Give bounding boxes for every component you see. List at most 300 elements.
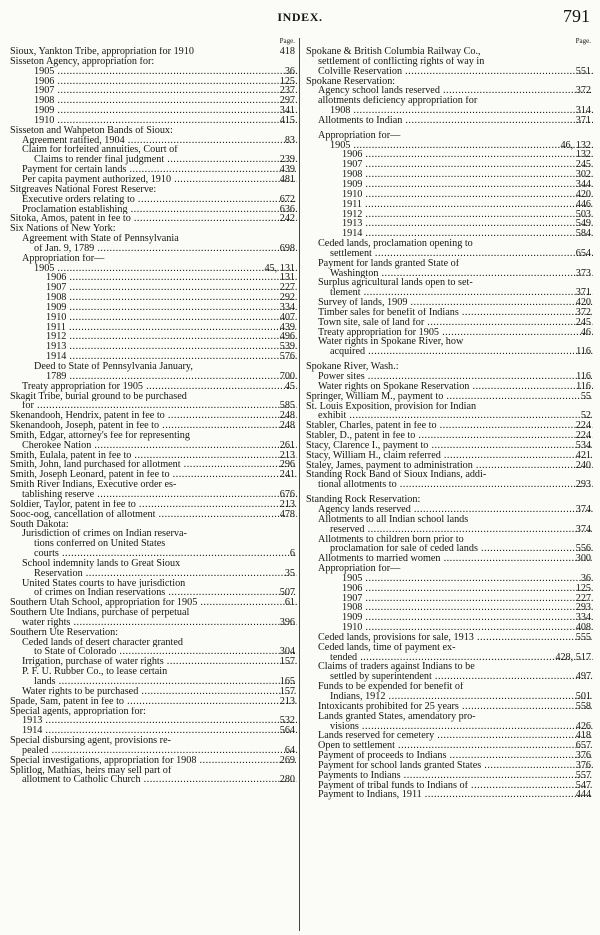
entry-text: Per capita payment authorized, 1910 ..... xyxy=(22,175,297,185)
index-entry xyxy=(10,234,297,244)
entry-text: Payment of proceeds to Indians ..... xyxy=(318,751,593,761)
index-entry xyxy=(306,480,593,490)
index-entry xyxy=(306,731,593,741)
entry-text: Stabler, D., patent in fee to ..... xyxy=(306,431,593,441)
index-entry xyxy=(10,411,297,421)
index-entry xyxy=(306,643,593,653)
entry-page: 45, 131 xyxy=(264,263,295,274)
index-entry xyxy=(306,392,593,402)
entry-page: 376 xyxy=(575,751,591,761)
index-column-left xyxy=(10,38,297,785)
index-entry xyxy=(306,249,593,259)
entry-page: 418 xyxy=(575,731,591,742)
entry-text: 1912 ..... xyxy=(46,332,297,342)
entry-page: 241 xyxy=(279,470,295,481)
entry-text: Appropriation for— xyxy=(318,130,401,141)
entry-text: Spokane River, Wash.: xyxy=(306,362,399,372)
entry-page: 131 xyxy=(279,273,295,284)
index-entry xyxy=(10,342,297,352)
entry-text: Smith River Indians, Executive order es- xyxy=(10,480,177,490)
index-entry xyxy=(306,298,593,308)
entry-text: Agreement ratified, 1904 ..... xyxy=(22,136,297,146)
entry-page: 446 xyxy=(575,199,591,210)
entry-text: Smith, Joseph Leonard, patent in fee to ..... xyxy=(10,470,297,480)
index-entry xyxy=(10,293,297,303)
entry-text: Irrigation, purchase of water rights ..... xyxy=(22,657,297,667)
entry-text: Sitgreaves National Forest Reserve: xyxy=(10,184,157,195)
entry-text: reserved ..... xyxy=(330,525,593,535)
entry-text: Agency school lands reserved ..... xyxy=(318,86,593,96)
index-entry xyxy=(306,603,593,613)
entry-text: Allotments to all Indian school lands xyxy=(318,514,469,525)
index-entry xyxy=(306,594,593,604)
entry-text: 1909 ..... xyxy=(342,613,593,623)
entry-text: Surplus agricultural lands open to set- xyxy=(318,278,473,289)
index-entry xyxy=(10,47,297,57)
entry-page: 334 xyxy=(279,302,295,313)
index-entry xyxy=(10,185,297,195)
index-entry xyxy=(306,131,593,141)
index-entry xyxy=(306,200,593,210)
entry-text: Ceded lands of desert character granted xyxy=(22,637,183,648)
entry-page: 481 xyxy=(279,174,295,185)
entry-text: tablishing reserve ..... xyxy=(22,490,297,500)
index-entry xyxy=(10,145,297,155)
index-entry xyxy=(10,126,297,136)
entry-text: 1914 ..... xyxy=(342,229,593,239)
index-entry xyxy=(306,781,593,791)
entry-page: 269 xyxy=(279,755,295,766)
index-entry xyxy=(306,67,593,77)
index-entry xyxy=(10,746,297,756)
entry-page: 213 xyxy=(279,450,295,461)
entry-page: 6 xyxy=(289,549,295,559)
entry-page: 261 xyxy=(279,440,295,451)
entry-page: 314 xyxy=(575,106,591,116)
index-entry xyxy=(306,150,593,160)
index-entry xyxy=(306,219,593,229)
index-entry xyxy=(10,116,297,126)
entry-page: 507 xyxy=(279,588,295,599)
entry-page: 341 xyxy=(279,106,295,116)
index-entry xyxy=(10,352,297,362)
index-entry xyxy=(10,775,297,785)
entry-text: tlement ..... xyxy=(330,288,593,298)
entry-text: 1912 ..... xyxy=(342,210,593,220)
entry-page: 676 xyxy=(279,489,295,500)
index-entry xyxy=(10,155,297,165)
entry-text: Appropriation for— xyxy=(22,253,105,264)
entry-text: Intoxicants prohibited for 25 years ..... xyxy=(318,702,593,712)
entry-text: 1905 ..... xyxy=(330,141,593,151)
entry-page: 415 xyxy=(279,115,295,126)
entry-text: Claims of traders against Indians to be xyxy=(318,662,475,673)
index-entry xyxy=(10,510,297,520)
index-entry xyxy=(306,574,593,584)
entry-page: 418 xyxy=(279,47,295,57)
index-entry xyxy=(306,470,593,480)
index-entry xyxy=(10,401,297,411)
index-entry xyxy=(10,244,297,254)
entry-text: United States courts to have jurisdiction xyxy=(22,578,186,589)
index-entry xyxy=(306,411,593,421)
entry-text: Agreement with State of Pennsylvania xyxy=(22,234,179,244)
entry-page: 55 xyxy=(580,391,591,402)
index-entry xyxy=(306,653,593,663)
entry-page: 293 xyxy=(575,603,591,614)
entry-text: lands ..... xyxy=(34,677,297,687)
entry-text: Cherokee Nation ..... xyxy=(22,441,297,451)
index-entry xyxy=(306,96,593,106)
entry-text: 1911 ..... xyxy=(342,200,593,210)
entry-page: 46, 132 xyxy=(560,140,591,151)
entry-page: 372 xyxy=(575,86,591,97)
index-entry xyxy=(306,771,593,781)
entry-page: 503 xyxy=(575,209,591,220)
entry-text: Power sites ..... xyxy=(318,372,593,382)
index-entry xyxy=(10,707,297,717)
running-header xyxy=(0,6,600,30)
entry-text: 1907 ..... xyxy=(46,283,297,293)
entry-text: 1911 ..... xyxy=(46,323,297,333)
entry-page: 428, 517 xyxy=(555,652,591,663)
index-entry xyxy=(10,638,297,648)
entry-page: 213 xyxy=(279,499,295,510)
entry-text: Special investigations, appropriation for 1908 ..... xyxy=(10,756,297,766)
entry-page: 245 xyxy=(575,160,591,171)
index-entry xyxy=(10,67,297,77)
entry-page: 439 xyxy=(279,165,295,175)
entry-page: 116 xyxy=(576,381,591,392)
entry-text: 1908 ..... xyxy=(342,603,593,613)
index-entry xyxy=(306,318,593,328)
index-entry xyxy=(10,726,297,736)
index-entry xyxy=(10,224,297,234)
entry-page: 698 xyxy=(279,243,295,254)
entry-text: Ceded lands, time of payment ex- xyxy=(318,642,456,653)
entry-page: 551 xyxy=(575,66,591,77)
entry-text: 1906 ..... xyxy=(46,273,297,283)
entry-page: 372 xyxy=(575,307,591,318)
entry-page: 636 xyxy=(279,204,295,215)
entry-text: Water rights on Spokane Reservation ..... xyxy=(318,382,593,392)
entry-text: Soldier, Taylor, patent in fee to ..... xyxy=(10,500,297,510)
entry-text: Ceded lands, proclamation opening to xyxy=(318,239,473,249)
entry-page: 52 xyxy=(580,411,591,422)
entry-page: 374 xyxy=(575,524,591,535)
entry-text: Stacy, William H., claim referred ..... xyxy=(306,451,593,461)
entry-text: Executive orders relating to ..... xyxy=(22,195,297,205)
column-divider xyxy=(299,38,300,931)
entry-text: Skenandooh, Joseph, patent in fee to ..... xyxy=(10,421,297,431)
index-entry xyxy=(10,195,297,205)
entry-text: settled by superintendent ..... xyxy=(330,672,593,682)
entry-text: Treaty appropriation for 1905 ..... xyxy=(22,382,297,392)
entry-text: Lands reserved for cemetery ..... xyxy=(318,731,593,741)
entry-text: 1914 ..... xyxy=(46,352,297,362)
entry-text: Southern Utah School, appropriation for 1905 ..... xyxy=(10,598,297,608)
index-entry xyxy=(306,229,593,239)
index-entry xyxy=(10,697,297,707)
entry-text: Water rights in Spokane River, how xyxy=(318,337,464,348)
index-entry xyxy=(306,308,593,318)
entry-text: 1913 ..... xyxy=(342,219,593,229)
entry-text: Sioux, Yankton Tribe, appropriation for 1910 xyxy=(10,47,194,57)
entry-page: 556 xyxy=(575,544,591,555)
index-entry xyxy=(10,657,297,667)
entry-text: Washington ..... xyxy=(330,269,593,279)
index-entry xyxy=(306,47,593,57)
index-entry xyxy=(10,165,297,175)
index-entry xyxy=(10,303,297,313)
index-column-right xyxy=(306,38,593,800)
index-entry xyxy=(10,756,297,766)
entry-text: 1789 ..... xyxy=(46,372,297,382)
index-entry xyxy=(306,141,593,151)
entry-text: Deed to State of Pennsylvania January, xyxy=(34,362,193,372)
entry-page: 304 xyxy=(279,647,295,658)
entry-text: Payment for lands granted State of xyxy=(318,258,460,269)
index-entry xyxy=(306,535,593,545)
index-entry xyxy=(306,692,593,702)
entry-text: Spokane Reservation: xyxy=(306,76,396,87)
entry-page: 83 xyxy=(284,135,295,146)
entry-text: 1907 ..... xyxy=(342,594,593,604)
entry-page: 300 xyxy=(575,554,591,565)
index-entry xyxy=(10,323,297,333)
entry-text: Allotments to Indian ..... xyxy=(318,116,593,126)
page-number: 791 xyxy=(563,6,590,26)
index-entry xyxy=(10,372,297,382)
index-entry xyxy=(10,628,297,638)
entry-page: 224 xyxy=(575,421,591,432)
entry-page: 36 xyxy=(580,573,591,584)
index-entry xyxy=(10,480,297,490)
index-entry xyxy=(306,525,593,535)
index-entry xyxy=(306,347,593,357)
entry-text: Agency lands reserved ..... xyxy=(318,505,593,515)
entry-text: Payment for certain lands ..... xyxy=(22,165,297,175)
entry-page: 539 xyxy=(279,342,295,353)
index-entry xyxy=(306,564,593,574)
entry-page: 116 xyxy=(576,347,591,358)
entry-page: 558 xyxy=(575,701,591,712)
entry-page: 132 xyxy=(575,150,591,161)
entry-text: exhibit ..... xyxy=(318,411,593,421)
entry-text: Stabler, Charles, patent in fee to ..... xyxy=(306,421,593,431)
entry-text: 1907 ..... xyxy=(342,160,593,170)
index-entry xyxy=(10,569,297,579)
entry-text: 1906 ..... xyxy=(342,584,593,594)
index-entry xyxy=(10,559,297,569)
index-entry xyxy=(306,672,593,682)
entry-page: 585 xyxy=(279,401,295,412)
index-entry xyxy=(10,687,297,697)
index-entry xyxy=(306,288,593,298)
index-entry xyxy=(306,77,593,87)
entry-text: Special disbursing agent, provisions re- xyxy=(10,736,171,746)
entry-text: Survey of lands, 1909 ..... xyxy=(318,298,593,308)
entry-text: proclamation for sale of ceded lands ..... xyxy=(330,544,593,554)
entry-page: 46 xyxy=(580,327,591,338)
entry-text: Claim for forfeited annuities, Court of xyxy=(22,145,178,156)
entry-text: tions conferred on United States xyxy=(34,539,166,550)
entry-page: 334 xyxy=(575,613,591,624)
index-entry xyxy=(10,579,297,589)
entry-text: Spade, Sam, patent in fee to ..... xyxy=(10,697,297,707)
entry-page: 657 xyxy=(575,741,591,752)
entry-text: Standing Rock Reservation: xyxy=(306,495,421,505)
entry-text: 1906 ..... xyxy=(34,77,297,87)
entry-text: 1913 ..... xyxy=(46,342,297,352)
entry-text: Stacy, Clarence I., payment to ..... xyxy=(306,441,593,451)
index-entry xyxy=(10,273,297,283)
index-entry xyxy=(306,761,593,771)
entry-page: 408 xyxy=(575,623,591,633)
entry-page: 371 xyxy=(575,288,591,299)
index-entry xyxy=(306,554,593,564)
entry-text: 1910 ..... xyxy=(34,116,297,126)
entry-text: Payments to Indians ..... xyxy=(318,771,593,781)
entry-page: 373 xyxy=(575,268,591,279)
entry-page: 280 xyxy=(279,775,295,786)
entry-page: 165 xyxy=(279,677,295,687)
entry-text: courts ..... xyxy=(34,549,297,559)
index-entry xyxy=(10,382,297,392)
entry-page: 420 xyxy=(575,189,591,200)
entry-text: Indians, 1912 ..... xyxy=(330,692,593,702)
entry-text: St. Louis Exposition, provision for Indian xyxy=(306,401,477,412)
entry-text: 1910 ..... xyxy=(46,313,297,323)
entry-text: acquired ..... xyxy=(330,347,593,357)
entry-text: Sitoka, Amos, patent in fee to ..... xyxy=(10,214,297,224)
index-entry xyxy=(306,682,593,692)
index-entry xyxy=(306,741,593,751)
entry-text: of crimes on Indian reservations ..... xyxy=(34,588,297,598)
entry-page: 61 xyxy=(284,598,295,609)
entry-text: 1913 ..... xyxy=(22,716,297,726)
index-entry xyxy=(10,460,297,470)
index-entry xyxy=(10,136,297,146)
entry-text: 1909 ..... xyxy=(46,303,297,313)
entry-text: Sisseton Agency, appropriation for: xyxy=(10,56,155,67)
entry-text: Skenandooh, Hendrix, patent in fee to ..... xyxy=(10,411,297,421)
entry-text: 1907 ..... xyxy=(34,86,297,96)
index-entry xyxy=(10,421,297,431)
index-entry xyxy=(306,57,593,67)
entry-text: Colville Reservation ..... xyxy=(318,67,593,77)
entry-text: Allotments to children born prior to xyxy=(318,534,464,545)
index-entry xyxy=(306,160,593,170)
entry-text: Splitlog, Mathias, heirs may sell part of xyxy=(10,765,172,776)
entry-text: Smith, Edgar, attorney's fee for representing xyxy=(10,430,190,441)
entry-page: 497 xyxy=(575,672,591,683)
entry-page: 248 xyxy=(279,411,295,422)
index-entry xyxy=(10,77,297,87)
index-entry xyxy=(306,362,593,372)
entry-page: 420 xyxy=(575,298,591,308)
entry-page: 157 xyxy=(279,686,295,697)
entry-page: 125 xyxy=(279,76,295,87)
index-entry xyxy=(10,529,297,539)
index-entry xyxy=(306,372,593,382)
entry-page: 296 xyxy=(279,460,295,471)
index-entry xyxy=(10,549,297,559)
index-entry xyxy=(306,451,593,461)
entry-text: Special agents, appropriation for: xyxy=(10,706,146,717)
entry-text: 1908 ..... xyxy=(46,293,297,303)
entry-text: water rights ..... xyxy=(22,618,297,628)
entry-text: pealed ..... xyxy=(22,746,297,756)
entry-text: Allotments to married women ..... xyxy=(318,554,593,564)
entry-page: 557 xyxy=(575,770,591,781)
index-entry xyxy=(306,790,593,800)
entry-text: 1905 ..... xyxy=(34,67,297,77)
entry-text: Skagit Tribe, burial ground to be purchased xyxy=(10,391,187,402)
index-entry xyxy=(10,677,297,687)
entry-text: 1905 ..... xyxy=(342,574,593,584)
entry-text: Southern Ute Indians, purchase of perpetual xyxy=(10,608,190,618)
entry-text: 1908 ..... xyxy=(34,96,297,106)
entry-text: 1908 ..... xyxy=(342,170,593,180)
index-entry xyxy=(306,515,593,525)
index-entry xyxy=(306,170,593,180)
index-entry xyxy=(306,278,593,288)
entry-page: 239 xyxy=(279,155,295,166)
entry-page: 555 xyxy=(575,632,591,643)
entry-page: 547 xyxy=(575,780,591,791)
entry-page: 439 xyxy=(279,322,295,333)
entry-text: Sooc-oog, cancellation of allotment ..... xyxy=(10,510,297,520)
entry-page: 426 xyxy=(575,721,591,732)
index-entry xyxy=(10,313,297,323)
entry-page: 292 xyxy=(279,293,295,303)
entry-text: Ceded lands, provisions for sale, 1913 ..... xyxy=(318,633,593,643)
index-entry xyxy=(306,613,593,623)
entry-text: Southern Ute Reservation: xyxy=(10,627,119,638)
entry-page: 242 xyxy=(279,214,295,225)
entry-text: Timber sales for benefit of Indians ..... xyxy=(318,308,593,318)
entry-page: 227 xyxy=(279,283,295,294)
index-entry xyxy=(10,736,297,746)
entry-page: 672 xyxy=(279,194,295,205)
index-entry xyxy=(306,259,593,269)
index-entry xyxy=(306,461,593,471)
entry-text: Payment for school lands granted States ..... xyxy=(318,761,593,771)
index-entry xyxy=(10,500,297,510)
entry-text: Smith, Eulala, patent in fee to ..... xyxy=(10,451,297,461)
entry-page: 496 xyxy=(279,332,295,343)
entry-page: 293 xyxy=(575,480,591,491)
entry-text: 1910 ..... xyxy=(342,190,593,200)
entry-text: Treaty appropriation for 1905 ..... xyxy=(318,328,593,338)
index-entry xyxy=(10,96,297,106)
index-entry xyxy=(306,116,593,126)
entry-page: 245 xyxy=(575,317,591,328)
index-entry xyxy=(10,441,297,451)
entry-text: settlement of conflicting rights of way in xyxy=(318,56,485,67)
entry-page: 302 xyxy=(575,170,591,180)
entry-page: 125 xyxy=(575,583,591,594)
entry-page: 654 xyxy=(575,248,591,259)
entry-text: Standing Rock Band of Sioux Indians, addi- xyxy=(306,470,487,481)
entry-text: P. F. U. Rubber Co., to lease certain xyxy=(22,667,168,677)
entry-text: Water rights to be purchased ..... xyxy=(22,687,297,697)
entry-page: 157 xyxy=(279,657,295,668)
entry-text: Claims to render final judgment ..... xyxy=(34,155,297,165)
index-entry xyxy=(10,332,297,342)
entry-text: Reservation ..... xyxy=(34,569,297,579)
